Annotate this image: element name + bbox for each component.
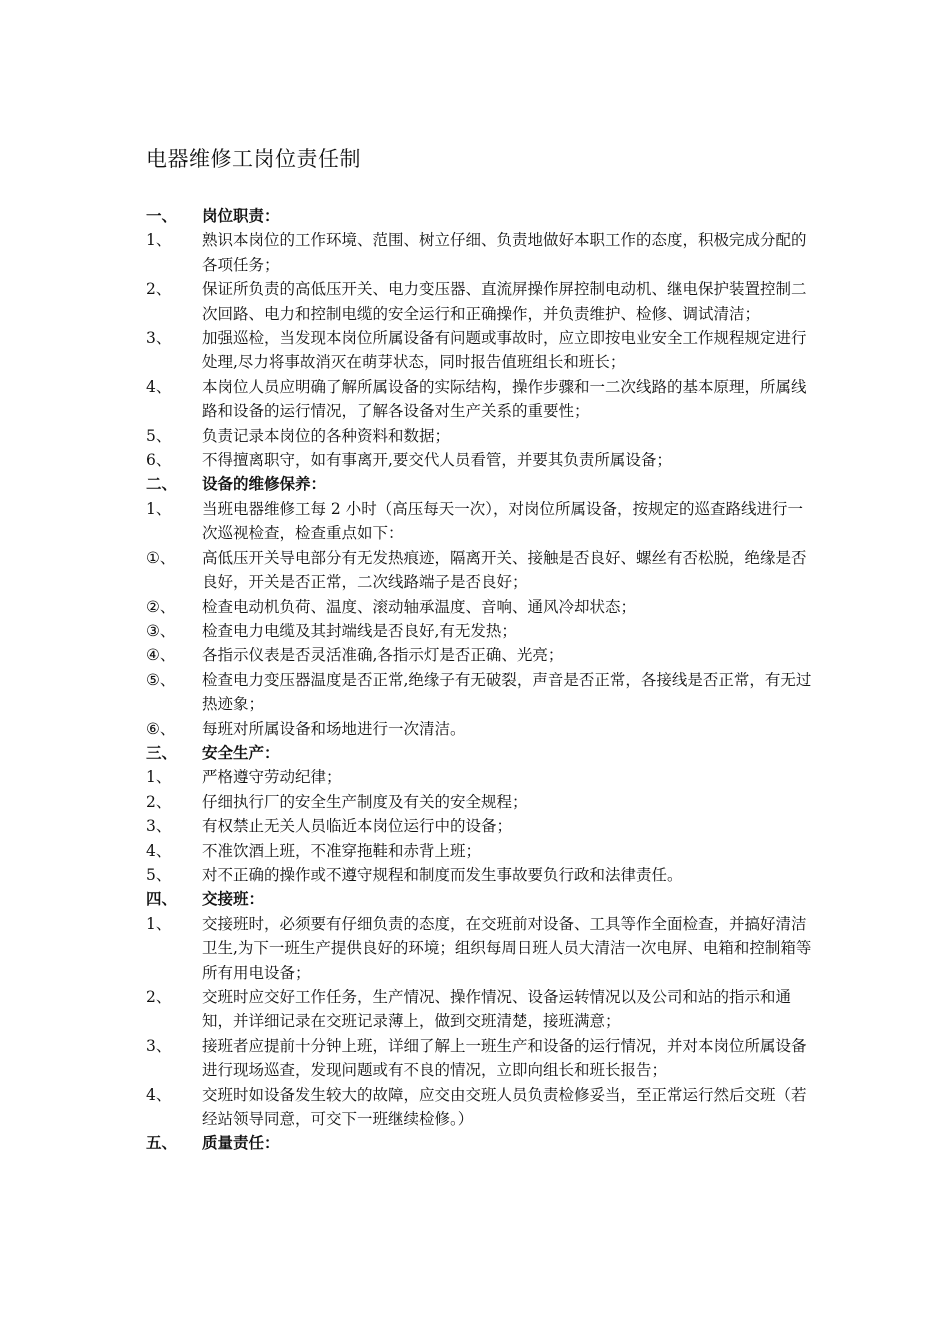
- item-text: 加强巡检，当发现本岗位所属设备有问题或事故时，应立即按电业安全工作规程规定进行处理,尽力将事故消灭在萌芽状态，同时报告值班组长和班长；: [202, 329, 807, 372]
- list-item: [146, 497, 818, 546]
- item-number: 3、: [146, 329, 172, 348]
- section-title: 交接班：: [202, 889, 265, 909]
- item-number: 1、: [146, 499, 172, 518]
- item-number: ②、: [146, 597, 176, 616]
- section-number: 二、: [146, 474, 178, 494]
- item-number: 2、: [146, 280, 172, 299]
- item-text: 仔细执行厂的安全生产制度及有关的安全规程；: [202, 792, 528, 811]
- item-number: 1、: [146, 768, 172, 787]
- item-text: 各指示仪表是否灵活准确,各指示灯是否正确、光亮；: [202, 646, 564, 665]
- item-text: 接班者应提前十分钟上班，详细了解上一班生产和设备的运行情况，并对本岗位所属设备进行现场巡查，发现问题或有不良的情况，立即向组长和班长报告；: [202, 1036, 807, 1080]
- section-heading: [146, 887, 818, 911]
- section-number: 四、: [146, 889, 178, 909]
- section-title: 岗位职责：: [202, 206, 280, 225]
- section-title: 设备的维修保养：: [202, 474, 327, 494]
- section-number: 五、: [146, 1133, 178, 1153]
- list-item: [146, 717, 818, 741]
- item-text: 交班时应交好工作任务，生产情况、操作情况、设备运转情况以及公司和站的指示和通知，并详细记录在交班记录薄上，做到交班清楚，接班满意；: [202, 988, 792, 1031]
- item-number: 5、: [146, 865, 172, 884]
- section-title: 质量责任：: [202, 1133, 280, 1153]
- item-text: 当班电器维修工每 2 小时（高压每天一次），对岗位所属设备，按规定的巡查路线进行一次巡视检查，检查重点如下：: [202, 499, 803, 543]
- list-item: [146, 839, 818, 863]
- list-item: [146, 277, 818, 326]
- list-item: [146, 326, 818, 375]
- item-text: 本岗位人员应明确了解所属设备的实际结构，操作步骤和一二次线路的基本原理，所属线路和设备的运行情况，了解各设备对生产关系的重要性；: [202, 377, 807, 421]
- section-title: 安全生产：: [202, 742, 280, 762]
- list-item: [146, 1083, 818, 1132]
- item-text: 不准饮酒上班，不准穿拖鞋和赤背上班；: [202, 841, 482, 860]
- section-number: 三、: [146, 742, 178, 762]
- item-number: 2、: [146, 792, 172, 811]
- item-number: 1、: [146, 231, 172, 250]
- item-number: ①、: [146, 548, 176, 567]
- list-item: [146, 546, 818, 595]
- section-heading: [146, 204, 818, 228]
- list-item: [146, 814, 818, 838]
- list-item: [146, 765, 818, 789]
- item-text: 检查电力变压器温度是否正常,绝缘子有无破裂，声音是否正常，各接线是否正常，有无过热迹象；: [202, 670, 812, 714]
- list-item: [146, 619, 818, 643]
- item-text: 不得擅离职守，如有事离开,要交代人员看管，并要其负责所属设备；: [202, 451, 672, 470]
- item-number: 6、: [146, 451, 172, 470]
- list-item: [146, 595, 818, 619]
- list-item: [146, 863, 818, 887]
- item-text: 检查电动机负荷、温度、滚动轴承温度、音响、通风冷却状态；: [202, 597, 637, 616]
- item-text: 交接班时，必须要有仔细负责的态度，在交班前对设备、工具等作全面检查，并搞好清洁卫生,为下一班生产提供良好的环境；组织每周日班人员大清洁一次电屏、电箱和控制箱等所有用电设备；: [202, 914, 812, 982]
- list-item: [146, 1034, 818, 1083]
- section-heading: [146, 741, 818, 765]
- list-item: [146, 375, 818, 424]
- item-number: ⑥、: [146, 719, 176, 738]
- item-text: 检查电力电缆及其封端线是否良好,有无发热；: [202, 621, 517, 640]
- item-text: 对不正确的操作或不遵守规程和制度而发生事故要负行政和法律责任。: [202, 865, 683, 884]
- document-body: [146, 204, 818, 1156]
- list-item: [146, 985, 818, 1034]
- item-text: 有权禁止无关人员临近本岗位运行中的设备；: [202, 817, 513, 836]
- item-number: 4、: [146, 377, 172, 396]
- list-item: [146, 912, 818, 985]
- item-number: 5、: [146, 426, 172, 445]
- section-number: 一、: [146, 206, 178, 225]
- item-number: 2、: [146, 988, 172, 1006]
- item-number: ⑤、: [146, 670, 176, 689]
- section-heading: [146, 472, 818, 496]
- list-item: [146, 668, 818, 717]
- list-item: [146, 228, 818, 277]
- item-number: 1、: [146, 914, 172, 933]
- page-title: 电器维修工岗位责任制: [146, 147, 361, 171]
- item-text: 熟识本岗位的工作环境、范围、树立仔细、负责地做好本职工作的态度，积极完成分配的各项任务；: [202, 231, 807, 274]
- item-number: 3、: [146, 1036, 172, 1055]
- item-number: 3、: [146, 817, 172, 836]
- section-heading: [146, 1131, 818, 1155]
- item-text: 严格遵守劳动纪律；: [202, 768, 342, 787]
- list-item: [146, 424, 818, 448]
- item-text: 负责记录本岗位的各种资料和数据；: [202, 426, 451, 445]
- item-text: 高低压开关导电部分有无发热痕迹，隔离开关、接触是否良好、螺丝有否松脱，绝缘是否良好，开关是否正常，二次线路端子是否良好；: [202, 548, 807, 592]
- list-item: [146, 448, 818, 472]
- list-item: [146, 790, 818, 814]
- item-number: 4、: [146, 841, 172, 860]
- item-number: ③、: [146, 621, 176, 640]
- item-text: 保证所负责的高低压开关、电力变压器、直流屏操作屏控制电动机、继电保护装置控制二次回路、电力和控制电缆的安全运行和正确操作，并负责维护、检修、调试清洁；: [202, 280, 807, 323]
- item-text: 每班对所属设备和场地进行一次清洁。: [202, 719, 466, 738]
- list-item: [146, 643, 818, 667]
- item-number: 4、: [146, 1085, 172, 1104]
- item-number: ④、: [146, 646, 176, 665]
- item-text: 交班时如设备发生较大的故障，应交由交班人员负责检修妥当，至正常运行然后交班（若经站领导同意，可交下一班继续检修。）: [202, 1085, 807, 1129]
